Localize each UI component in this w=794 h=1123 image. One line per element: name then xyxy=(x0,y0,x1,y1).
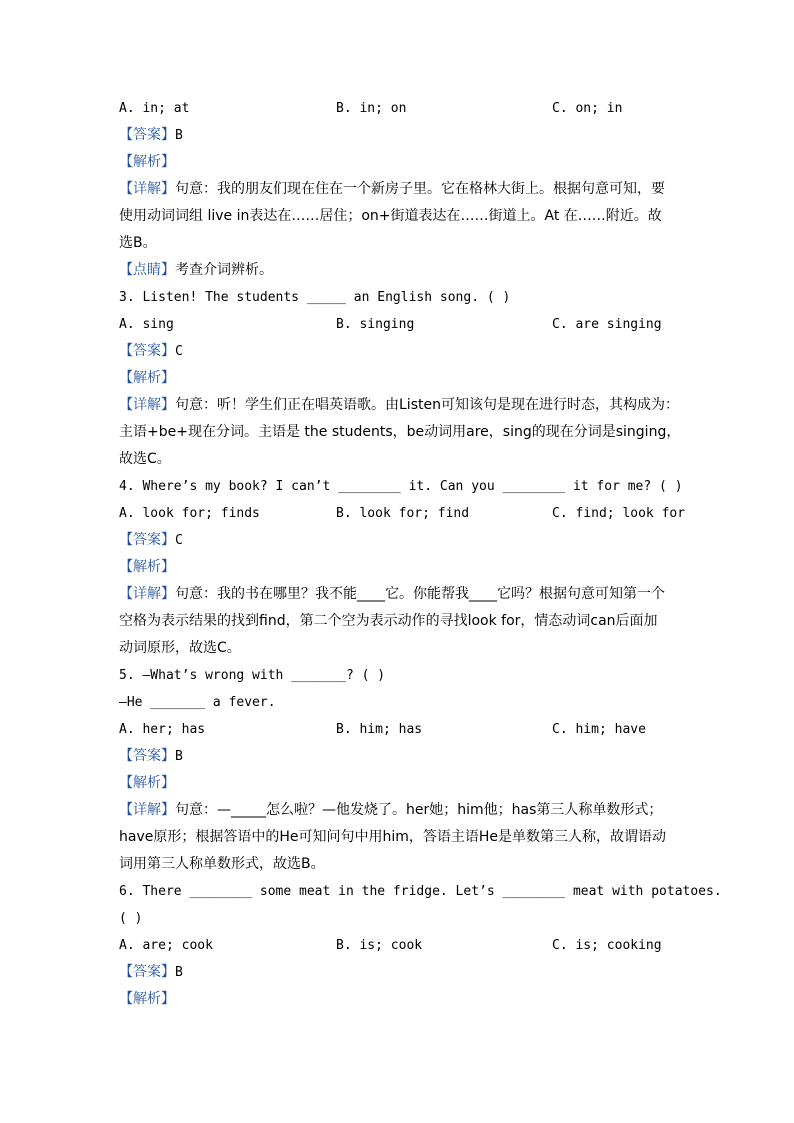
q2-detail-line-3: 选B。 xyxy=(119,235,157,251)
q2-comment xyxy=(119,257,679,284)
q2-options xyxy=(119,95,679,122)
q3-stem: 3. Listen! The students _____ an English song. ( ) xyxy=(119,290,511,305)
q2-analysis xyxy=(119,149,679,176)
detail-text: 句意：—_____怎么啦？—他发烧了。her她；him他；has第三人称单数形式； xyxy=(175,802,663,818)
q5-analysis xyxy=(119,770,679,797)
q5-option-b: B. him; has xyxy=(336,722,423,737)
detail-tag: 【详解】 xyxy=(119,181,175,197)
comment-text: 考查介词辨析。 xyxy=(175,262,273,278)
q3-analysis xyxy=(119,365,679,392)
analysis-tag: 【解析】 xyxy=(119,154,175,170)
q5-stem-2: —He _______ a fever. xyxy=(119,695,276,710)
answer-tag: 【答案】 xyxy=(119,748,175,764)
page-content xyxy=(119,95,722,1013)
q4-answer xyxy=(119,527,679,554)
q2-detail-line-2: 使用动词词组 live in表达在……居住；on+街道表达在……街道上。At 在……附近。故 xyxy=(119,208,662,224)
q5-detail-line-2: have原形；根据答语中的He可知问句中用him，答语主语He是单数第三人称，故谓语动 xyxy=(119,829,667,845)
q6-analysis xyxy=(119,986,679,1013)
answer-tag: 【答案】 xyxy=(119,532,175,548)
q3-option-c: C. are singing xyxy=(552,317,662,332)
q5-options xyxy=(119,716,679,743)
q4-option-a: A. look for; finds xyxy=(119,506,260,521)
answer-value: C xyxy=(175,533,183,548)
detail-tag: 【详解】 xyxy=(119,802,175,818)
q5-detail-line-3: 词用第三人称单数形式，故选B。 xyxy=(119,856,325,872)
q3-detail-line-2: 主语+be+现在分词。主语是 the students，be动词用are，sing的现在分词是singing， xyxy=(119,424,681,440)
q5-detail-line-1 xyxy=(119,797,679,824)
q6-option-c: C. is; cooking xyxy=(552,938,662,953)
q4-analysis xyxy=(119,554,679,581)
q4-detail-line-1 xyxy=(119,581,679,608)
q5-option-c: C. him; have xyxy=(552,722,646,737)
q6-answer xyxy=(119,959,679,986)
q3-detail-line-1 xyxy=(119,392,679,419)
q4-options xyxy=(119,500,686,527)
analysis-tag: 【解析】 xyxy=(119,775,175,791)
q4-option-c: C. find; look for xyxy=(552,506,686,521)
answer-tag: 【答案】 xyxy=(119,127,175,143)
q4-detail-line-3: 动词原形，故选C。 xyxy=(119,640,241,656)
q2-detail-line-1 xyxy=(119,176,679,203)
q4-option-b: B. look for; find xyxy=(336,506,470,521)
q3-detail-line-3: 故选C。 xyxy=(119,451,171,467)
answer-tag: 【答案】 xyxy=(119,343,175,359)
q6-option-a: A. are; cook xyxy=(119,938,213,953)
q6-stem: 6. There ________ some meat in the fridge. Let’s ________ meat with potatoes. xyxy=(119,884,722,899)
answer-value: B xyxy=(175,128,183,143)
q2-option-a: A. in; at xyxy=(119,101,190,116)
q3-option-a: A. sing xyxy=(119,317,174,332)
q4-detail-line-2: 空格为表示结果的找到find，第二个空为表示动作的寻找look for，情态动词can后面加 xyxy=(119,613,658,629)
analysis-tag: 【解析】 xyxy=(119,370,175,386)
answer-tag: 【答案】 xyxy=(119,964,175,980)
q3-option-b: B. singing xyxy=(336,317,415,332)
q5-stem: 5. —What’s wrong with _______? ( ) xyxy=(119,668,386,683)
comment-tag: 【点睛】 xyxy=(119,262,175,278)
q5-option-a: A. her; has xyxy=(119,722,206,737)
q4-stem: 4. Where’s my book? I can’t ________ it. Can you ________ it for me? ( ) xyxy=(119,479,683,494)
q6-stem-2: ( ) xyxy=(119,911,143,926)
answer-value: C xyxy=(175,344,183,359)
detail-tag: 【详解】 xyxy=(119,586,175,602)
analysis-tag: 【解析】 xyxy=(119,559,175,575)
q5-answer xyxy=(119,743,679,770)
q3-options xyxy=(119,311,679,338)
q6-options xyxy=(119,932,679,959)
detail-text: 句意：听！学生们正在唱英语歌。由Listen可知该句是现在进行时态，其构成为： xyxy=(175,397,679,413)
q3-answer xyxy=(119,338,679,365)
q2-answer xyxy=(119,122,679,149)
detail-tag: 【详解】 xyxy=(119,397,175,413)
analysis-tag: 【解析】 xyxy=(119,991,175,1007)
q2-option-c: C. on; in xyxy=(552,101,623,116)
answer-value: B xyxy=(175,965,183,980)
q2-option-b: B. in; on xyxy=(336,101,407,116)
detail-text: 句意：我的朋友们现在住在一个新房子里。它在格林大街上。根据句意可知，要 xyxy=(175,181,665,197)
q6-option-b: B. is; cook xyxy=(336,938,423,953)
detail-text: 句意：我的书在哪里？我不能____它。你能帮我____它吗？根据句意可知第一个 xyxy=(175,586,665,602)
answer-value: B xyxy=(175,749,183,764)
